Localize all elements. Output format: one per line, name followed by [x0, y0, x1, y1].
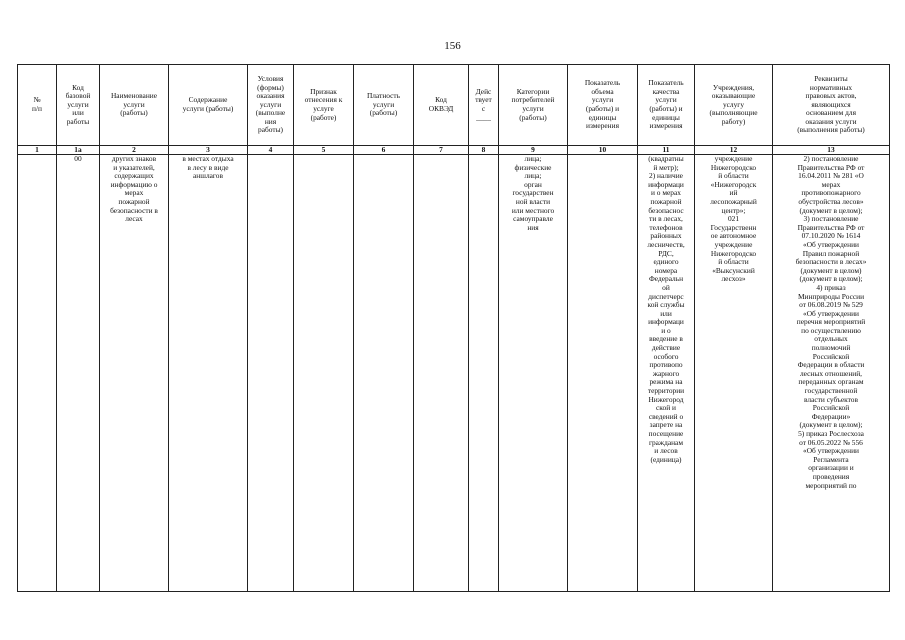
header-cell: Категории потребителей услуги (работы) [499, 65, 568, 146]
cell-base-service-code: 00 [57, 155, 100, 592]
cell-row-number [18, 155, 57, 592]
header-cell: Содержание услуги (работы) [169, 65, 248, 146]
header-cell: Условия (формы) оказания услуги (выполне ния работы) [248, 65, 294, 146]
cell-institutions: учреждение Нижегородско й области «Нижегородск ий лесопожарный центр»; 021 Государственн ое автономное учреждение Нижегородско й области «Выксунский лесхоз» [695, 155, 773, 592]
cell-conditions [248, 155, 294, 592]
cell-service-name: других знаков и указателей, содержащих информацию о мерах пожарной безопасности в лесах [100, 155, 169, 592]
page-number: 156 [444, 40, 461, 52]
header-cell: Учреждения, оказывающие услугу (выполняющие работу) [695, 65, 773, 146]
column-number: 13 [773, 146, 890, 155]
column-number: 11 [638, 146, 695, 155]
cell-legal-acts: 2) постановление Правительства РФ от 16.04.2011 № 281 «О мерах противопожарного обустройства лесов» (документ в целом); 3) постановление Правительства РФ от 07.10.2020 № 1614 «Об утверждении Правил пожарной безопасности в лесах» (документ в целом) (документ в целом); 4) приказ Минприроды России от 06.08.2019 № 529 «Об утверждении перечня мероприятий по осуществлению отдельных полномочий Российской Федерации в области лесных отношений, переданных органам государственной власти субъектов Российской Федерации» (документ в целом); 5) приказ Рослесхоза от 06.05.2022 № 556 «Об утверждении Регламента организации и проведения мероприятий по [773, 155, 890, 592]
column-number: 5 [294, 146, 354, 155]
column-number-row [18, 146, 890, 155]
header-cell: Наименование услуги (работы) [100, 65, 169, 146]
cell-okved [414, 155, 469, 592]
header-cell: Код ОКВЭД [414, 65, 469, 146]
column-number: 4 [248, 146, 294, 155]
header-cell: № п/п [18, 65, 57, 146]
header-row [18, 65, 890, 146]
column-number: 2 [100, 146, 169, 155]
header-cell: Признак отнесения к услуге (работе) [294, 65, 354, 146]
cell-service-content: в местах отдыха в лесу в виде аншлагов [169, 155, 248, 592]
column-number: 8 [469, 146, 499, 155]
header-cell: Показатель объема услуги (работы) и единицы измерения [568, 65, 638, 146]
cell-consumer-categories: лица; физические лица; орган государствен ной власти или местного самоуправле ния [499, 155, 568, 592]
header-cell: Код базовой услуги или работы [57, 65, 100, 146]
column-number: 1а [57, 146, 100, 155]
header-cell: Платность услуги (работы) [354, 65, 414, 146]
column-number: 10 [568, 146, 638, 155]
column-number: 6 [354, 146, 414, 155]
header-cell: Показатель качества услуги (работы) и единицы измерения [638, 65, 695, 146]
column-number: 1 [18, 146, 57, 155]
cell-volume-indicator [568, 155, 638, 592]
cell-effective-from [469, 155, 499, 592]
cell-attribute [294, 155, 354, 592]
column-number: 3 [169, 146, 248, 155]
column-number: 9 [499, 146, 568, 155]
services-registry-table [17, 64, 890, 592]
header-cell: Реквизиты нормативных правовых актов, являющихся основанием для оказания услуги (выполнения работы) [773, 65, 890, 146]
table-row [18, 155, 890, 592]
cell-quality-indicator: (квадратны й метр); 2) наличие информаци и о мерах пожарной безопаснос ти в лесах, телефонов районных лесничеств, РДС, единого номера Федеральн ой диспетчерс кой службы или информаци и о введение в действие особого противопо жарного режима на территории Нижегород ской и сведений о запрете на посещение гражданам и лесов (единица) [638, 155, 695, 592]
column-number: 7 [414, 146, 469, 155]
column-number: 12 [695, 146, 773, 155]
cell-payment [354, 155, 414, 592]
header-cell: Дейс твует с ____ [469, 65, 499, 146]
